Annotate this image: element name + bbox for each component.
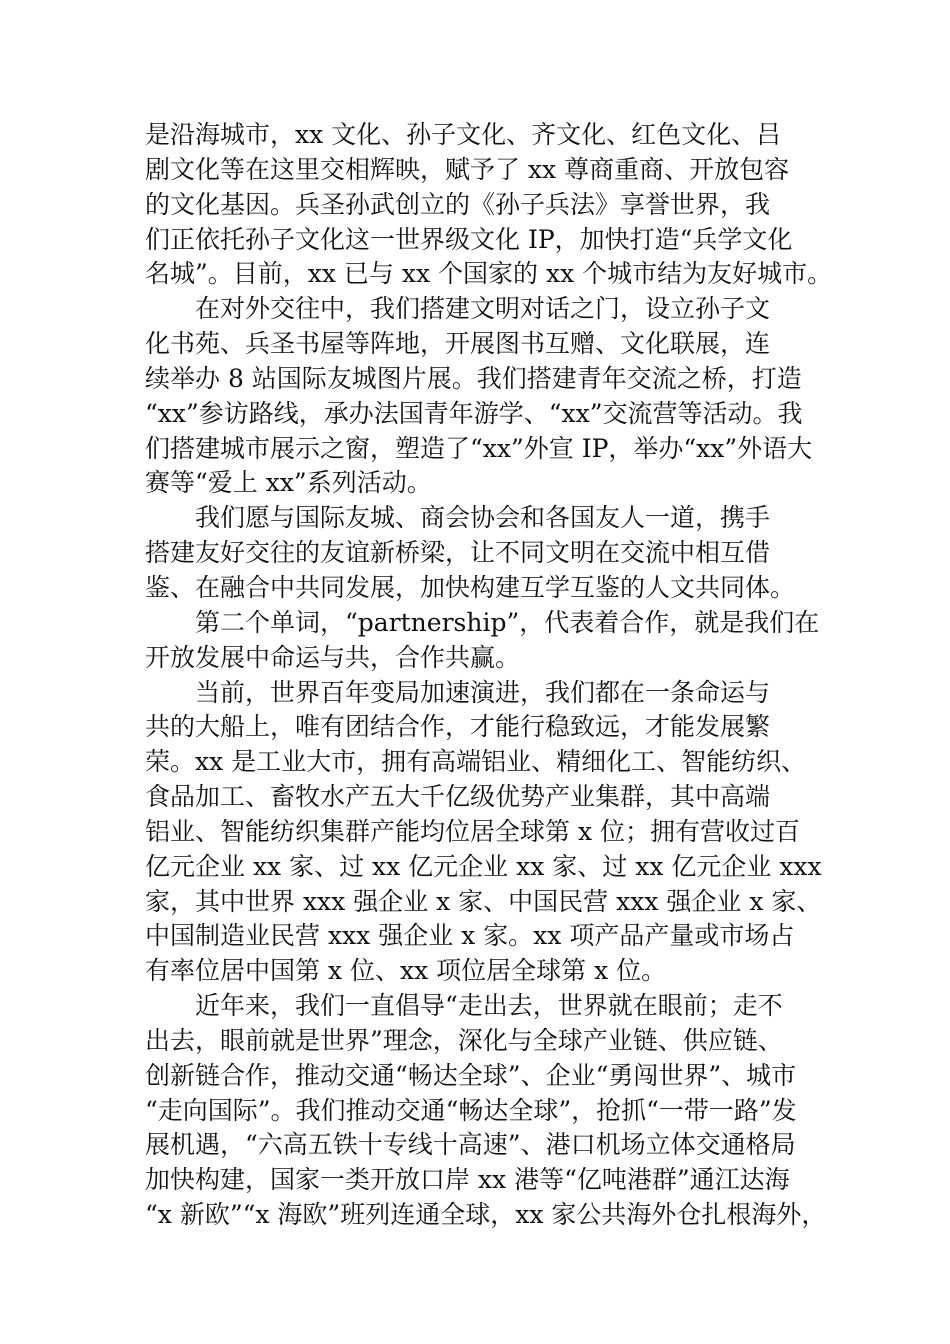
text-line: 铝业、智能纺织集群产能均位居全球第 x 位；拥有营收过百 — [145, 816, 800, 846]
text-line: 鉴、在融合中共同发展，加快构建互学互鉴的人文共同体。 — [145, 572, 796, 602]
text-line: 们正依托孙子文化这一世界级文化 IP，加快打造“兵学文化 — [145, 224, 793, 254]
text-line: 荣。xx 是工业大市，拥有高端铝业、精细化工、智能纺织、 — [145, 747, 807, 777]
text-line: 有率位居中国第 x 位、xx 项位居全球第 x 位。 — [145, 956, 667, 986]
text-line: 续举办 8 站国际友城图片展。我们搭建青年交流之桥，打造 — [145, 363, 802, 393]
text-line: 第二个单词，“partnership”，代表着合作，就是我们在 — [195, 607, 820, 637]
text-line: 我们愿与国际友城、商会协会和各国友人一道，携手 — [195, 503, 771, 533]
text-line: 出去，眼前就是世界”理念，深化与全球产业链、供应链、 — [145, 1025, 783, 1055]
text-line: 在对外交往中，我们搭建文明对话之门，设立孙子文 — [195, 294, 771, 324]
text-line: 赛等“爱上 xx”系列活动。 — [145, 468, 432, 498]
text-line: 近年来，我们一直倡导“走出去，世界就在眼前；走不 — [195, 991, 783, 1021]
text-line: 的文化基因。兵圣孙武创立的《孙子兵法》享誉世界，我 — [145, 189, 771, 219]
text-line: 家，其中世界 xxx 强企业 x 家、中国民营 xxx 强企业 x 家、 — [145, 886, 822, 916]
text-line: 创新链合作，推动交通“畅达全球”、企业“勇闯世界”、城市 — [145, 1060, 797, 1090]
text-line: 是沿海城市，xx 文化、孙子文化、齐文化、红色文化、吕 — [145, 120, 782, 149]
text-line: 搭建友好交往的友谊新桥梁，让不同文明在交流中相互借 — [145, 538, 771, 568]
text-line: 展机遇，“六高五铁十专线十高速”、港口机场立体交通格局 — [145, 1130, 796, 1160]
text-line: 开放发展中命运与共，合作共赢。 — [145, 642, 521, 672]
text-line: 剧文化等在这里交相辉映，赋予了 xx 尊商重商、开放包容 — [145, 154, 790, 184]
text-line: 当前，世界百年变局加速演进，我们都在一条命运与 — [195, 677, 771, 707]
text-line: “xx”参访路线，承办法国青年游学、“xx”交流营等活动。我 — [145, 398, 803, 428]
text-line: 加快构建，国家一类开放口岸 xx 港等“亿吨港群”通江达海 — [145, 1165, 790, 1195]
text-line: 中国制造业民营 xxx 强企业 x 家。xx 项产品产量或市场占 — [145, 921, 795, 951]
text-line: 化书苑、兵圣书屋等阵地，开展图书互赠、文化联展，连 — [145, 329, 771, 359]
text-line: 食品加工、畜牧水产五大千亿级优势产业集群，其中高端 — [145, 782, 771, 812]
text-line: 亿元企业 xx 家、过 xx 亿元企业 xx 家、过 xx 亿元企业 xxx — [145, 851, 822, 881]
document-body — [145, 118, 833, 1233]
text-line: 们搭建城市展示之窗，塑造了“xx”外宣 IP，举办“xx”外语大 — [145, 433, 813, 463]
text-line: 共的大船上，唯有团结合作，才能行稳致远，才能发展繁 — [145, 712, 771, 742]
text-line: 名城”。目前，xx 已与 xx 个国家的 xx 个城市结为友好城市。 — [145, 259, 833, 289]
text-line: “x 新欧”“x 海欧”班列连通全球，xx 家公共海外仓扎根海外， — [145, 1200, 827, 1230]
text-line: “走向国际”。我们推动交通“畅达全球”，抢抓“一带一路”发 — [145, 1095, 797, 1125]
